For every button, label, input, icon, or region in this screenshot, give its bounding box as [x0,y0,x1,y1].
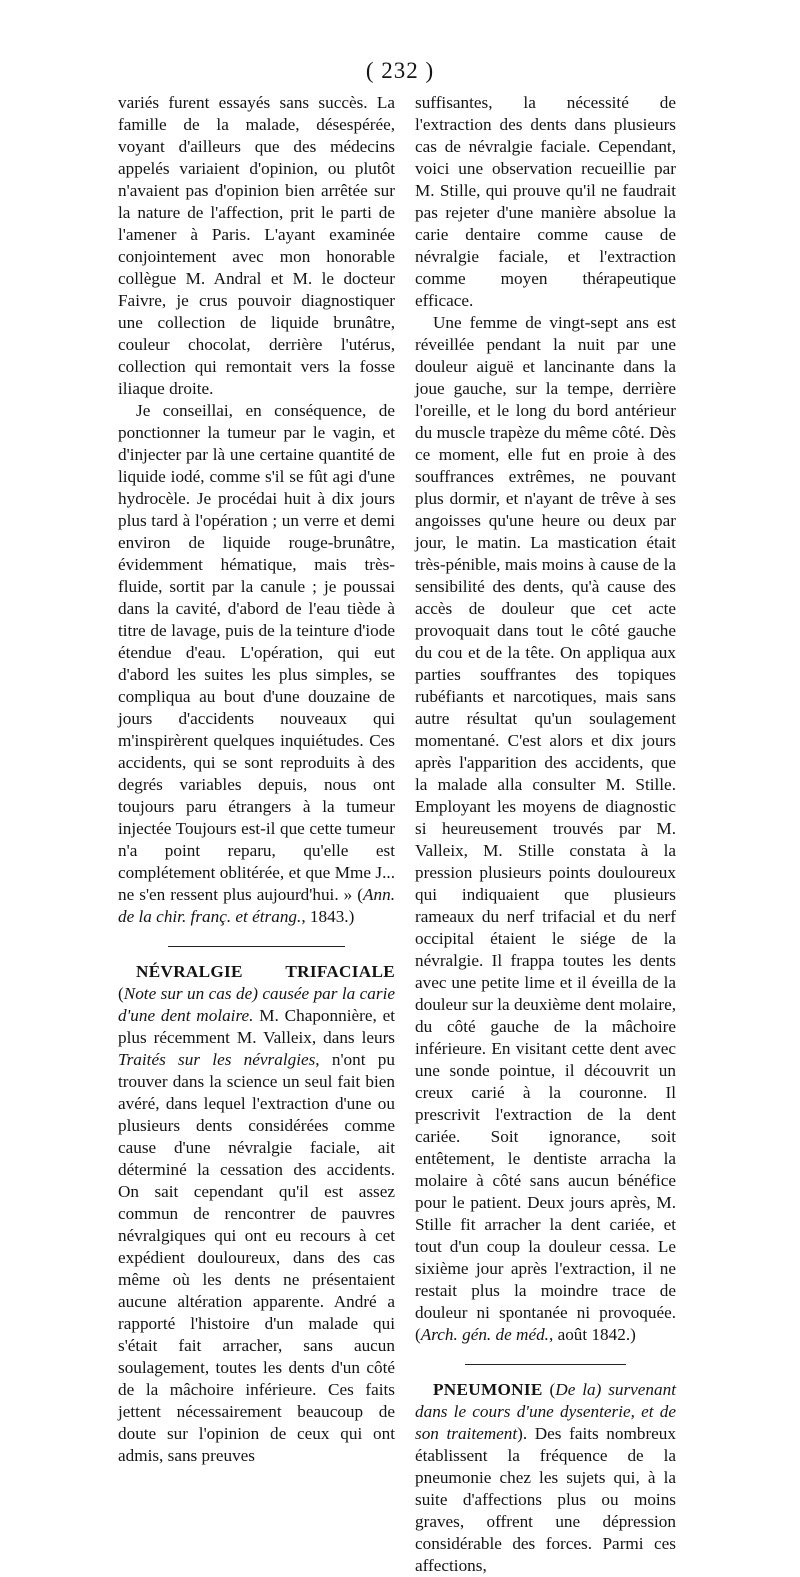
section-bracket: ( [118,984,124,1003]
citation-date: , 1843.) [301,907,355,926]
section-subtitle: Note sur un cas de) causée par la carie d'une dent molaire. [118,984,395,1025]
citation: Ann. de la chir. franç. et étrang. [118,885,395,926]
section-heading: PNEUMONIE [433,1380,543,1399]
paragraph [118,400,395,928]
section-heading: NÉVRALGIE TRIFACIALE [136,962,395,981]
right-column [415,92,676,1577]
left-column [118,92,395,1467]
section-text: ). Des faits nombreux établissent la fréquence de la pneumonie chez les sujets qui, à la suite d'affections plus ou moins graves, offrent une dépression considérable des forces. Parmi ces affections, [415,1424,676,1575]
section-text: M. Chaponnière, et plus récemment M. Valleix, dans leurs [118,1006,395,1047]
section-entry [118,961,395,1467]
page-number: ( 232 ) [365,58,435,83]
paragraph: variés furent essayés sans succès. La famille de la malade, désespérée, voyant d'ailleurs que des médecins appelés variaient d'opinion, ou plutôt n'avaient pas d'opinion bien arrêtée sur la nature de l'affection, prit le parti de l'amener à Paris. L'ayant examinée conjointement avec mon honorable collègue M. Andral et M. le docteur Faivre, je crus pouvoir diagnostiquer une collection de liquide brunâtre, couleur chocolat, derrière l'utérus, collection qui remontait vers la fosse iliaque droite. [118,93,395,398]
section-entry [415,1379,676,1577]
paragraph-text: Une femme de vingt-sept ans est réveillée pendant la nuit par une douleur aiguë et lancinante dans la joue gauche, sur la tempe, derrière l'oreille, et le long du bord antérieur du muscle trapèze du même côté. Dès ce moment, elle fut en proie à des souffrances extrêmes, ne pouvant plus dormir, et n'ayant de trêve à ses angoisses qu'une heure ou deux par jour, le matin. La mastication était très-pénible, mais moins à cause de la sensibilité des dents, qu'à cause des accès de douleur que cet acte provoquait dans tout le côté gauche du cou et de la tête. On appliqua aux parties souffrantes des topiques rubéfiants et narcotiques, mais sans autre résultat qu'un soulagement momentané. C'est alors et dix jours après l'apparition des accidents, que la malade alla consulter M. Stille. Employant les moyens de diagnostic si heureusement trouvés par M. Valleix, M. Stille constata à la pression plusieurs points douloureux qui indiquaient que plusieurs rameaux du nerf trifacial et du nerf occipital étaient le siége de la névralgie. Il frappa toutes les dents avec une petite lime et il éveilla de la douleur sur la deuxième dent molaire, du côté gauche de la mâchoire inférieure. En visitant cette dent avec une sonde pointue, il découvrit un creux carié à la couronne. Il prescrivit l'extraction de la dent cariée. Soit ignorance, soit entêtement, le dentiste arracha la molaire à côté sans aucun bénéfice pour le patient. Deux jours après, M. Stille fit arracher la dent cariée, et tout d'un coup la douleur cessa. Le sixième jour après l'extraction, il ne restait plus la moindre trace de douleur ni spontanée ni provoquée. ( [415,313,676,1344]
citation-date: , août 1842.) [548,1325,636,1344]
cited-work: Traités sur les névralgies [118,1050,316,1069]
paragraph: suffisantes, la nécessité de l'extraction des dents dans plusieurs cas de névralgie faciale. Cependant, voici une observation recueillie par M. Stille, qui prouve qu'il ne faudrait pas rejeter d'une manière absolue la carie dentaire comme cause de névralgie faciale, et l'extraction comme moyen thérapeutique efficace. [415,93,676,310]
section-bracket: ( [542,1380,556,1399]
paragraph [415,312,676,1346]
citation: Arch. gén. de méd. [420,1325,549,1344]
paragraph-text: Je conseillai, en conséquence, de ponctionner la tumeur par le vagin, et d'injecter par là une certaine quantité de liquide iodé, comme s'il se fût agi d'une hydrocèle. Je procédai huit à dix jours plus tard à l'opération ; un verre et demi environ de liquide rouge-brunâtre, évidemment hématique, mais très-fluide, sortit par la canule ; je poussai dans la cavité, d'abord de l'eau tiède à titre de lavage, puis de la teinture d'iode étendue d'eau. L'opération, qui eut d'abord les suites les plus simples, se compliqua au bout d'une douzaine de jours d'accidents nouveaux qui m'inspirèrent quelques inquiétudes. Ces accidents, qui se sont reproduits à des degrés variables depuis, nous ont toujours paru étrangers à la tumeur injectée Toujours est-il que cette tumeur n'a point reparu, qu'elle est complétement oblitérée, et que Mme J... ne s'en ressent plus aujourd'hui. » ( [118,401,395,904]
section-subtitle: De la) survenant dans le cours d'une dysenterie, et de son traitement [415,1380,676,1443]
section-divider [465,1364,626,1365]
section-text: , n'ont pu trouver dans la science un seul fait bien avéré, dans lequel l'extraction d'une ou plusieurs dents considérées comme cause d'une névralgie faciale, ait déterminé la cessation des accidents. On sait cependant qu'il est assez commun de rencontrer de pauvres névralgiques qui ont eu recours à cet expédient douloureux, dans des cas même où les dents ne présentaient aucune altération apparente. André a rapporté l'histoire d'un malade qui s'était fait arracher, sans aucun soulagement, toutes les dents d'un côté de la mâchoire inférieure. Ces faits jettent nécessairement beaucoup de doute sur l'opinion de ceux qui ont admis, sans preuves [118,1050,395,1465]
section-divider [168,946,345,947]
